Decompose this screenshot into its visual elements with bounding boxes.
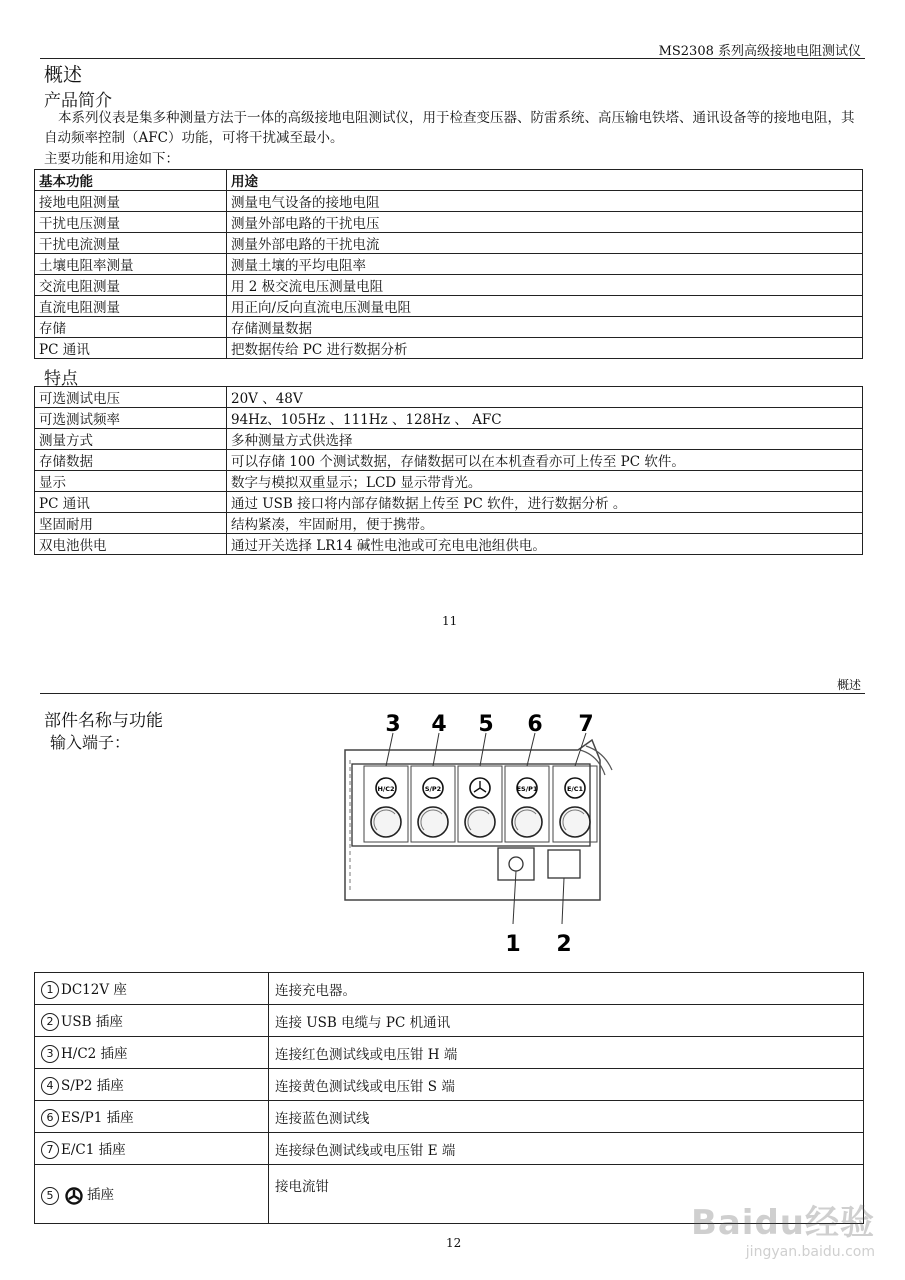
terminal-row — [35, 973, 864, 1005]
current-clamp-icon — [65, 1187, 83, 1205]
function-name-cell: 土壤电阻率测量 — [35, 254, 227, 275]
terminal-name: 插座 — [87, 1187, 114, 1204]
diagram-bottom-number: 1 — [505, 932, 521, 957]
dc12v-port — [509, 857, 523, 871]
page11-header: MS2308 系列高级接地电阻测试仪 — [658, 44, 861, 59]
terminal-name-cell — [35, 1069, 269, 1101]
function-row — [35, 338, 863, 359]
terminal-name: E/C1 插座 — [61, 1141, 126, 1158]
terminal-description-cell: 连接绿色测试线或电压钳 E 端 — [269, 1133, 864, 1165]
function-usage-cell: 用 2 极交流电压测量电阻 — [227, 275, 863, 296]
terminal-name: DC12V 座 — [61, 981, 127, 998]
input-terminals-title: 输入端子： — [50, 733, 131, 752]
feature-value-cell: 通过 USB 接口将内部存储数据上传至 PC 软件，进行数据分析 。 — [227, 492, 863, 513]
function-name-cell: 干扰电压测量 — [35, 212, 227, 233]
feature-value-cell: 数字与模拟双重显示；LCD 显示带背光。 — [227, 471, 863, 492]
feature-row — [35, 429, 863, 450]
intro-paragraph: 本系列仪表是集多种测量方法于一体的高级接地电阻测试仪，用于检查变压器、防雷系统、高压输电铁塔、通讯设备等的接地电阻，其自动频率控制（AFC）功能，可将干扰减至最小。 — [44, 110, 855, 146]
page12-header-rule — [40, 693, 865, 694]
function-usage-cell: 把数据传给 PC 进行数据分析 — [227, 338, 863, 359]
top-number-labels — [385, 712, 593, 737]
watermark-brand: Baidu经验 — [690, 1203, 875, 1243]
terminal-table — [34, 972, 864, 1224]
function-row — [35, 191, 863, 212]
terminal-description-cell: 连接蓝色测试线 — [269, 1101, 864, 1133]
feature-value-cell: 可以存储 100 个测试数据，存储数据可以在本机查看亦可上传至 PC 软件。 — [227, 450, 863, 471]
feature-name-cell: PC 通讯 — [35, 492, 227, 513]
jack-label: H/C2 — [377, 785, 395, 793]
terminal-row — [35, 1101, 864, 1133]
terminal-jack — [364, 766, 408, 842]
feature-value-cell: 20V 、48V — [227, 387, 863, 408]
terminal-name: USB 插座 — [61, 1013, 123, 1030]
panel-curve — [580, 750, 605, 775]
function-usage-cell: 用正向/反向直流电压测量电阻 — [227, 296, 863, 317]
function-usage-cell: 测量电气设备的接地电阻 — [227, 191, 863, 212]
function-name-cell: 存储 — [35, 317, 227, 338]
feature-row — [35, 492, 863, 513]
jack-label: E/C1 — [566, 785, 584, 793]
function-row — [35, 317, 863, 338]
usb-port — [548, 850, 580, 878]
feature-row — [35, 387, 863, 408]
function-row — [35, 212, 863, 233]
function-usage-cell: 测量外部电路的干扰电流 — [227, 233, 863, 254]
diagram-top-number: 6 — [527, 712, 543, 737]
feature-value-cell: 通过开关选择 LR14 碱性电池或可充电电池组供电。 — [227, 534, 863, 555]
function-row — [35, 296, 863, 317]
feature-value-cell: 94Hz、105Hz 、111Hz 、128Hz 、 AFC — [227, 408, 863, 429]
diagram-top-number: 7 — [578, 712, 594, 737]
feature-row — [35, 513, 863, 534]
function-intro: 主要功能和用途如下： — [44, 151, 179, 167]
terminal-name: ES/P1 插座 — [61, 1109, 134, 1126]
terminal-number-badge: 7 — [41, 1141, 59, 1159]
parts-title: 部件名称与功能 — [44, 711, 163, 731]
function-name-cell: 干扰电流测量 — [35, 233, 227, 254]
feature-value-cell: 结构紧凑，牢固耐用，便于携带。 — [227, 513, 863, 534]
page-number-12: 12 — [446, 1236, 462, 1250]
terminal-name-cell — [35, 1005, 269, 1037]
terminal-number-badge: 1 — [41, 981, 59, 999]
diagram-top-number: 4 — [431, 712, 447, 737]
feature-row — [35, 534, 863, 555]
feature-name-cell: 可选测试电压 — [35, 387, 227, 408]
terminal-number-badge: 6 — [41, 1109, 59, 1127]
header-rule — [40, 58, 865, 59]
feature-row — [35, 408, 863, 429]
diagram-top-number: 3 — [385, 712, 401, 737]
usage-header-cell: 用途 — [227, 170, 863, 191]
feature-value-cell: 多种测量方式供选择 — [227, 429, 863, 450]
feature-name-cell: 坚固耐用 — [35, 513, 227, 534]
diagram-bottom-number: 2 — [556, 932, 572, 957]
terminal-name-cell — [35, 1133, 269, 1165]
feature-name-cell: 存储数据 — [35, 450, 227, 471]
bottom-number-labels — [505, 932, 571, 957]
features-table — [34, 386, 863, 555]
diagram-top-number: 5 — [478, 712, 494, 737]
function-table-header — [35, 170, 863, 191]
function-usage-cell: 测量土壤的平均电阻率 — [227, 254, 863, 275]
jack-label: S/P2 — [424, 785, 442, 793]
terminal-name-cell — [35, 973, 269, 1005]
function-row — [35, 233, 863, 254]
terminal-number-badge: 4 — [41, 1077, 59, 1095]
terminal-description-cell: 连接红色测试线或电压钳 H 端 — [269, 1037, 864, 1069]
terminal-name: H/C2 插座 — [61, 1045, 128, 1062]
function-table — [34, 169, 863, 359]
terminal-description-cell: 接电流钳 — [269, 1165, 864, 1224]
terminal-number-badge: 3 — [41, 1045, 59, 1063]
terminal-number-badge: 2 — [41, 1013, 59, 1031]
terminal-name-cell — [35, 1037, 269, 1069]
terminal-jack — [411, 766, 455, 842]
page-number-11: 11 — [442, 614, 458, 628]
function-usage-cell: 存储测量数据 — [227, 317, 863, 338]
features-title: 特点 — [44, 369, 78, 389]
terminal-jacks — [364, 766, 597, 842]
jack-label: ES/P1 — [516, 785, 538, 793]
terminal-description-cell: 连接 USB 电缆与 PC 机通讯 — [269, 1005, 864, 1037]
feature-name-cell: 显示 — [35, 471, 227, 492]
terminal-description-cell: 连接充电器。 — [269, 973, 864, 1005]
terminal-row — [35, 1069, 864, 1101]
feature-name-cell: 测量方式 — [35, 429, 227, 450]
function-name-cell: 交流电阻测量 — [35, 275, 227, 296]
function-name-cell: 接地电阻测量 — [35, 191, 227, 212]
function-row — [35, 254, 863, 275]
terminal-description-cell: 连接黄色测试线或电压钳 S 端 — [269, 1069, 864, 1101]
terminal-row — [35, 1005, 864, 1037]
terminal-diagram — [330, 700, 620, 962]
intro-title: 产品简介 — [44, 91, 112, 111]
function-row — [35, 275, 863, 296]
terminal-name-cell — [35, 1101, 269, 1133]
terminal-jack — [505, 766, 549, 842]
feature-name-cell: 双电池供电 — [35, 534, 227, 555]
terminal-name-cell — [35, 1165, 269, 1224]
function-usage-cell: 测量外部电路的干扰电压 — [227, 212, 863, 233]
section-title: 概述 — [44, 64, 83, 86]
feature-row — [35, 471, 863, 492]
terminal-row — [35, 1133, 864, 1165]
page12-header: 概述 — [836, 678, 861, 692]
terminal-jack — [458, 766, 502, 842]
function-name-cell: PC 通讯 — [35, 338, 227, 359]
watermark-url: jingyan.baidu.com — [745, 1244, 875, 1260]
function-header-cell: 基本功能 — [35, 170, 227, 191]
terminal-name: S/P2 插座 — [61, 1077, 124, 1094]
feature-name-cell: 可选测试频率 — [35, 408, 227, 429]
function-name-cell: 直流电阻测量 — [35, 296, 227, 317]
terminal-row — [35, 1037, 864, 1069]
terminal-number-badge: 5 — [41, 1187, 59, 1205]
baidu-watermark — [691, 1195, 875, 1260]
feature-row — [35, 450, 863, 471]
